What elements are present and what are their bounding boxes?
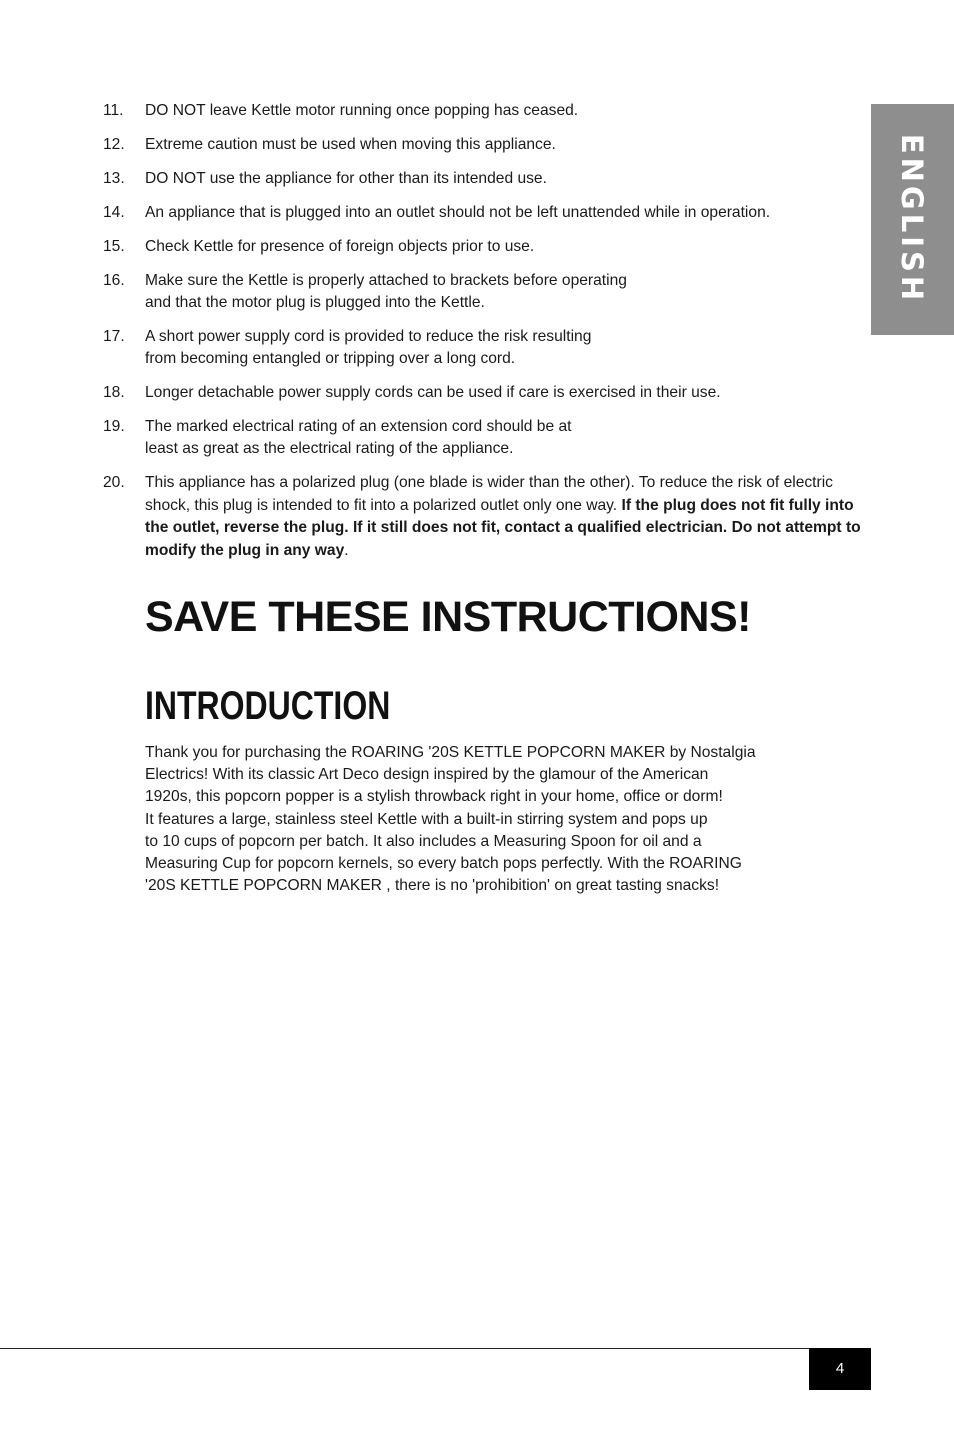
item-number: 16.: [103, 271, 125, 289]
item-number: 18.: [103, 384, 125, 402]
item-number: 14.: [103, 203, 125, 221]
item-text: DO NOT leave Kettle motor running once popping has ceased.: [145, 102, 579, 119]
list-item: [103, 382, 863, 404]
introduction-heading: INTRODUCTION: [145, 684, 391, 728]
item-text-tail: .: [344, 541, 349, 559]
item-number: 19.: [103, 418, 125, 436]
item-number: 13.: [103, 169, 125, 187]
item-text: A short power supply cord is provided to reduce the risk resulting from becoming entangled or tripping over a long cord.: [145, 327, 592, 368]
item-text: DO NOT use the appliance for other than its intended use.: [145, 169, 547, 187]
item-number: 17.: [103, 327, 125, 345]
list-item: [103, 236, 863, 258]
item-warning-bold: If the plug does not fit fully into the outlet, reverse the plug. If it still does not fit, contact a qualified electrician. Do not attempt to modify the plug in any way: [145, 496, 861, 559]
item-number: 20.: [103, 474, 125, 492]
footer-rule: [0, 1348, 871, 1349]
item-text: This appliance has a polarized plug (one blade is wider than the other). To reduce the risk of electric shock, this plug is intended to fit into a polarized outlet only one way.: [145, 474, 833, 514]
list-item: [103, 326, 863, 371]
item-number: 15.: [103, 237, 125, 255]
list-item: [103, 202, 863, 224]
list-item: [103, 270, 863, 315]
safety-instructions-list: [103, 100, 863, 574]
language-tab: [871, 104, 954, 335]
list-item: [103, 416, 863, 461]
item-text: Longer detachable power supply cords can be used if care is exercised in their use.: [145, 384, 721, 402]
language-tab-label: ENGLISH: [895, 133, 929, 305]
item-text: Make sure the Kettle is properly attached to brackets before operating and that the motor plug is plugged into the Kettle.: [145, 271, 627, 311]
introduction-paragraph: Thank you for purchasing the ROARING '20S KETTLE POPCORN MAKER by Nostalgia Electrics! With its classic Art Deco design inspired by the glamour of the American 1920s, this popcorn popper is a stylish throwback right in your home, office or dorm! It features a large, stainless steel Kettle with a built-in stirring system and pops up to 10 cups of popcorn per batch. It also includes a Measuring Spoon for oil and a Measuring Cup for popcorn kernels, so every batch pops perfectly. With the ROARING '20S KETTLE POPCORN MAKER , there is no 'prohibition' on great tasting snacks!: [145, 744, 756, 895]
item-text: Check Kettle for presence of foreign objects prior to use.: [145, 237, 535, 255]
page-number: 4: [835, 1360, 845, 1377]
list-item: [103, 168, 863, 190]
list-item: [103, 100, 863, 122]
item-number: 12.: [103, 135, 125, 153]
item-text: Extreme caution must be used when moving this appliance.: [145, 135, 556, 153]
item-text: An appliance that is plugged into an outlet should not be left unattended while in operation.: [145, 203, 771, 221]
item-number: 11.: [103, 102, 124, 119]
save-instructions-heading: SAVE THESE INSTRUCTIONS!: [145, 593, 751, 641]
list-item: [103, 134, 863, 156]
item-text: The marked electrical rating of an extension cord should be at least as great as the electrical rating of the appliance.: [145, 418, 572, 458]
page-number-box: [809, 1348, 871, 1390]
list-item: [103, 472, 863, 562]
